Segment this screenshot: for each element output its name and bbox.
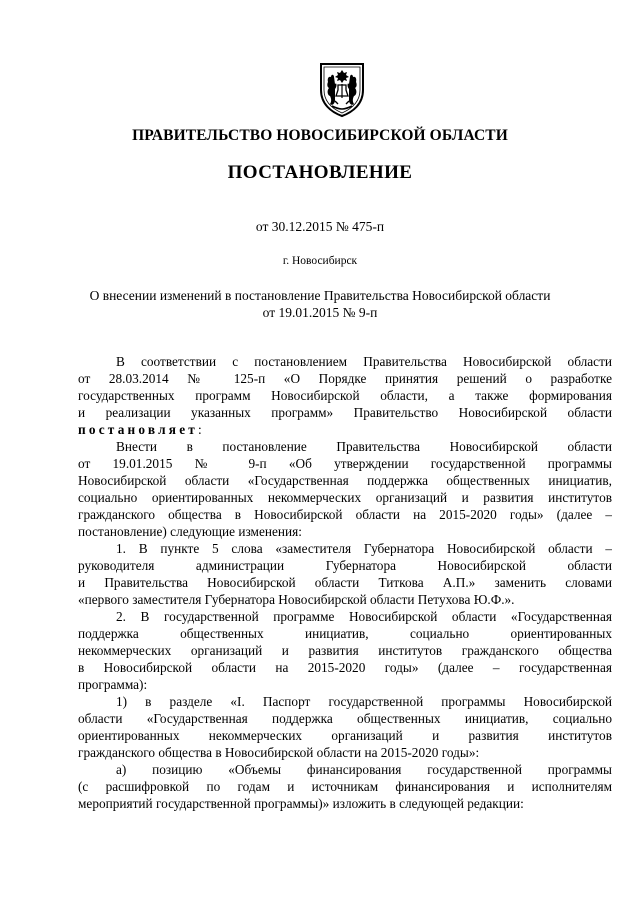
body-line: Внести в постановление Правительства Новосибирской области	[116, 439, 612, 454]
body-line: 1. В пункте 5 слова «заместителя Губернатора Новосибирской области –	[116, 541, 612, 556]
body-line: и Правительства Новосибирской области Титкова А.П.» заменить словами	[78, 575, 612, 590]
body-line: государственных программ Новосибирской области, а также формирования	[78, 388, 612, 403]
body-line: и реализации указанных программ» Правительство Новосибирской области	[78, 405, 612, 420]
body-line: гражданского общества в Новосибирской области на 2015-2020 годы» (далее –	[78, 507, 612, 522]
body-line: от 28.03.2014 № 125-п «О Порядке принятия решений о разработке	[78, 371, 612, 386]
government-name: ПРАВИТЕЛЬСТВО НОВОСИБИРСКОЙ ОБЛАСТИ	[132, 127, 508, 144]
body-line: социально ориентированных некоммерческих организаций и развития институтов	[78, 490, 612, 505]
document-subject	[0, 287, 640, 321]
body-line: 1) в разделе «I. Паспорт государственной программы Новосибирской	[116, 694, 612, 709]
body-line: гражданского общества в Новосибирской области на 2015-2020 годы»:	[78, 745, 480, 760]
resolves-colon: :	[198, 422, 202, 437]
body-line: Новосибирской области «Государственная поддержка общественных инициатив,	[78, 473, 612, 488]
body-line: постановление) следующие изменения:	[78, 524, 302, 539]
body-line: а) позицию «Объемы финансирования государственной программы	[116, 762, 612, 777]
body-line: В соответствии с постановлением Правительства Новосибирской области	[116, 354, 612, 369]
body-line: программа):	[78, 677, 148, 692]
subject-line: О внесении изменений в постановление Правительства Новосибирской области	[89, 288, 551, 303]
body-line: мероприятий государственной программы)» изложить в следующей редакции:	[78, 796, 524, 811]
body-line: области «Государственная поддержка общественных инициатив, социально	[78, 711, 612, 726]
subject-line: от 19.01.2015 № 9-п	[262, 305, 378, 320]
body-line: ориентированных некоммерческих организаций и развития институтов	[78, 728, 612, 743]
resolves-line	[78, 421, 612, 438]
body-line: 2. В государственной программе Новосибирской области «Государственная	[116, 609, 612, 624]
document-type-title: ПОСТАНОВЛЕНИЕ	[227, 162, 413, 183]
coat-of-arms-icon	[318, 60, 366, 118]
body-line: в Новосибирской области на 2015-2020 годы» (далее – государственная	[78, 660, 612, 675]
body-line: (с расшифровкой по годам и источникам финансирования и исполнителям	[78, 779, 612, 794]
resolves-word: постановляет	[78, 422, 199, 437]
document-city: г. Новосибирск	[282, 255, 358, 267]
document-date-number: от 30.12.2015 № 475-п	[255, 219, 385, 234]
body-line: от 19.01.2015 № 9-п «Об утверждении государственной программы	[78, 456, 612, 471]
body-line: «первого заместителя Губернатора Новосибирской области Петухова Ю.Ф.».	[78, 592, 515, 607]
body-line: поддержка общественных инициатив, социально ориентированных	[78, 626, 612, 641]
body-line: некоммерческих организаций и развития институтов гражданского общества	[78, 643, 612, 658]
body-line: руководителя администрации Губернатора Новосибирской области	[78, 558, 612, 573]
document-body	[78, 353, 612, 812]
